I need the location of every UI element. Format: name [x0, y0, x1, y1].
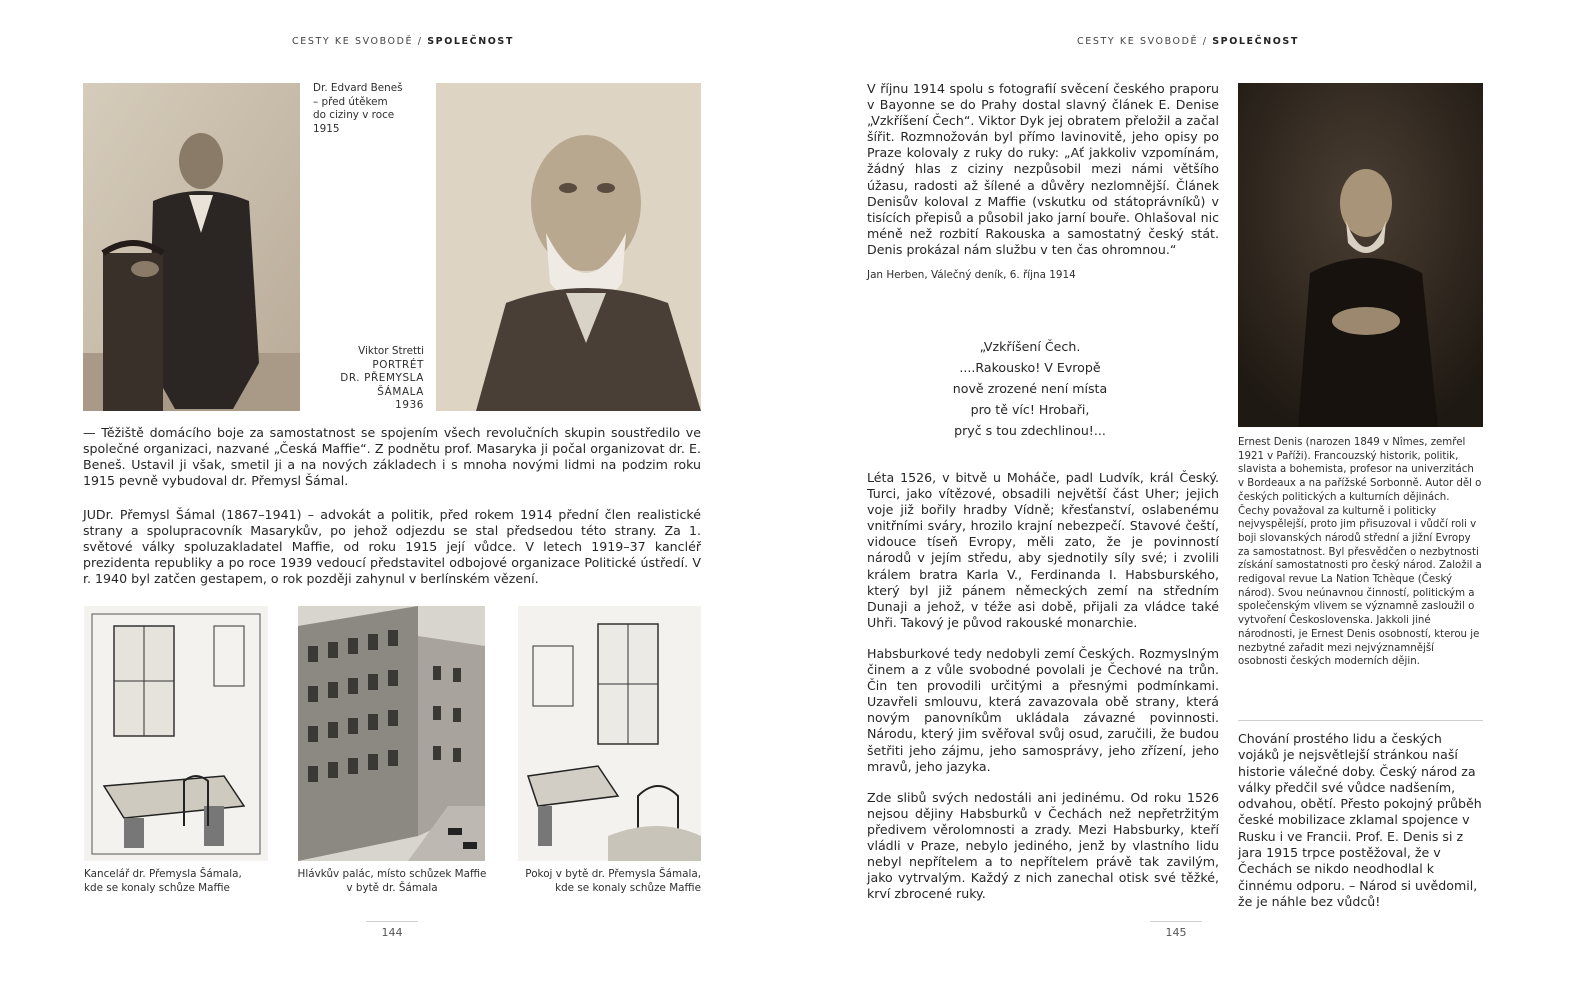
- page-number-left: 144: [381, 926, 403, 939]
- caption-palace: Hlávkův palác, místo schůzek Maffie v bytě dr. Šámala: [297, 868, 487, 894]
- running-header-right: [1077, 36, 1299, 47]
- page-number-rule-right: [1150, 921, 1202, 922]
- caption-room: Pokoj v bytě dr. Přemysla Šámala, kde se konaly schůze Maffie: [525, 868, 701, 894]
- header-section: SPOLEČNOST: [427, 36, 514, 47]
- sidebar-text: Chování prostého lidu a českých vojáků je nejsvětlejší stránkou naší historie válečné doby. Český národ za války předčil své vůdce nadšením, odvahou, obětí. Přesto pokojný průběh české mobilizace zklamal spojence v Rusku i ve Francii. Prof. E. Denis si z jara 1915 trpce postěžoval, že v Čechách se nikdo neodhodlal k činnému odporu. – Národ si uvědomil, že je náhle bez vůdců!: [1238, 731, 1482, 909]
- benes-caption: Dr. Edvard Beneš – před útěkem do ciziny v roce 1915: [313, 82, 403, 135]
- page-number-right: 145: [1165, 926, 1187, 939]
- quote-source: Jan Herben, Válečný deník, 6. října 1914: [867, 269, 1076, 281]
- left-paragraph-2: JUDr. Přemysl Šámal (1867–1941) – advokát a politik, před rokem 1914 přední člen realistické strany a spolupracovník Masarykův, po jehož odjezdu se stal předsedou této strany. Za 1. světové války spoluzakladatel Maffie, od roku 1915 její vůdce. V letech 1919–37 kancléř prezidenta republiky a po roce 1939 vedoucí představitel odbojové organizace Politické ústředí. V r. 1940 byl zatčen gestapem, o rok později zahynul v berlínském vězení.: [83, 507, 701, 587]
- room-sketch: [518, 606, 701, 861]
- header-section: SPOLEČNOST: [1212, 36, 1299, 47]
- page-number-rule-left: [366, 921, 418, 922]
- stretti-caption: Viktor Stretti PORTRÉT DR. PŘEMYSLA ŠÁMALA 1936: [340, 345, 424, 412]
- herben-quote: V říjnu 1914 spolu s fotografií svěcení českého praporu v Bayonne se do Prahy dostal slavný článek E. Denise „Vzkříšení Čech“. Viktor Dyk jej obratem přeložil a začal šířit. Rozmnožován byl přímo lavinovitě, jeho opisy po Praze kolovaly z ruky do ruky: „Ať jakkoliv vzpomínám, žádný hlas z ciziny nezpůsobil mezi námi většího úžasu, radosti až šílené a důvěry nezlomnější. Článek Denisův koloval z Maffie (vskutku od státoprávníků) v tisících přepisů a působil jako jarní bouře. Ohlašoval nic méně než rozbití Rakouska a samostatný český stát. Denis prokázal nám službu v ten čas ohromnou.“: [867, 81, 1219, 257]
- header-series: CESTY KE SVOBODĚ: [292, 36, 414, 47]
- denis-poem: „Vzkříšení Čech. ....Rakousko! V Evropě nově zrozené není místa pro tě víc! Hrobaři, pryč s tou zdechlinou!...: [952, 339, 1108, 438]
- office-sketch: [84, 606, 268, 861]
- samal-portrait-drawing: [436, 83, 701, 411]
- running-header-left: [292, 36, 514, 47]
- header-separator: /: [1202, 36, 1208, 47]
- benes-photo: [83, 83, 300, 411]
- right-paragraphs: [867, 470, 1219, 902]
- hlavka-palace-photo: [298, 606, 485, 861]
- right-paragraph-3: Zde slibů svých nedostáli ani jedinému. Od roku 1526 nejsou dějiny Habsburků v Čechách než nepřetržitým předivem věrolomnosti a zrady. Mezi Habsburky, kteří vládli v Praze, nebylo jediného, jenž by vlastního lidu nebyl nepřítelem a to nepřítelem právě tak zavilým, jako vytrvalým. Každý z nich zanechal otisk své těžké, krví zbrocené ruky.: [867, 789, 1219, 902]
- header-series: CESTY KE SVOBODĚ: [1077, 36, 1199, 47]
- header-separator: /: [417, 36, 423, 47]
- right-paragraph-2: Habsburkové tedy nedobyli zemí Českých. Rozmyslným činem a z vůle svobodné povolali je Čechové na trůn. Čin ten provodili určitými a přesnými podmínkami. Uzavřeli smlouvu, která zavazovala obě strany, která novým panovníkům ukládala závazné povinnosti. Národu, který jim svěřoval svůj osud, zaručili, že budou šetřiti jeho zájmu, jeho samosprávy, jeho zřízení, jeho mravů, jeho jazyka.: [867, 645, 1219, 774]
- right-paragraph-1: Léta 1526, v bitvě u Moháče, padl Ludvík, král Český. Turci, jako vítězové, obsadili největší část Uher; jejich voje již bořily hradby Vídně; křesťanství, oslabenému vnitřními sváry, hrozilo krajní nebezpečí. Stavové čeští, vidouce tíseň Evropy, měli zato, že je povinností národů v jejím středu, aby sjednotily síly své; i zvolili králem bratra Karla V., Ferdinanda I. Habsburského, který byl již pánem německých zemí na středním Dunaji a jehož, v téže asi době, přijali za vládce také Uhři. Takový je původ rakouské monarchie.: [867, 470, 1219, 630]
- caption-office: Kancelář dr. Přemysla Šámala, kde se konaly schůze Maffie: [84, 868, 242, 894]
- sidebar-rule: [1238, 720, 1483, 721]
- left-paragraph-1: — Těžiště domácího boje za samostatnost se spojením všech revolučních skupin soustředilo ve společné organizaci, nazvané „Česká Maffie“. Z podnětu prof. Masaryka ji počal organizovat dr. E. Beneš. Ustavil ji však, smetil ji a na nových základech i s mnoha novými lidmi na podzim roku 1915 pevně vybudoval dr. Přemysl Šámal.: [83, 425, 701, 489]
- denis-photo: [1238, 83, 1483, 427]
- denis-caption: Ernest Denis (narozen 1849 v Nîmes, zemřel 1921 v Paříži). Francouzský historik, politik, slavista a bohemista, profesor na univerzitách v Bordeaux a na pařížské Sorbonně. Autor děl o českých politických a kulturních dějinách. Čechy považoval za kulturně i politicky nejvyspělejší, proto jim přisuzoval i vůdčí roli v boji slovanských národů střední a jižní Evropy za samostatnost. Byl přesvědčen o nezbytnosti získání samostatnosti pro český národ. Založil a redigoval revue La Nation Tchèque (Český národ). Svou neúnavnou činností, politickým a společenským vlivem se významně zasloužil o vytvoření Československa. Jakkoli jiné národnosti, je Ernest Denis osobností, kterou je nezbytné zařadit mezi nejvýznamnější osobnosti českých moderních dějin.: [1238, 437, 1482, 668]
